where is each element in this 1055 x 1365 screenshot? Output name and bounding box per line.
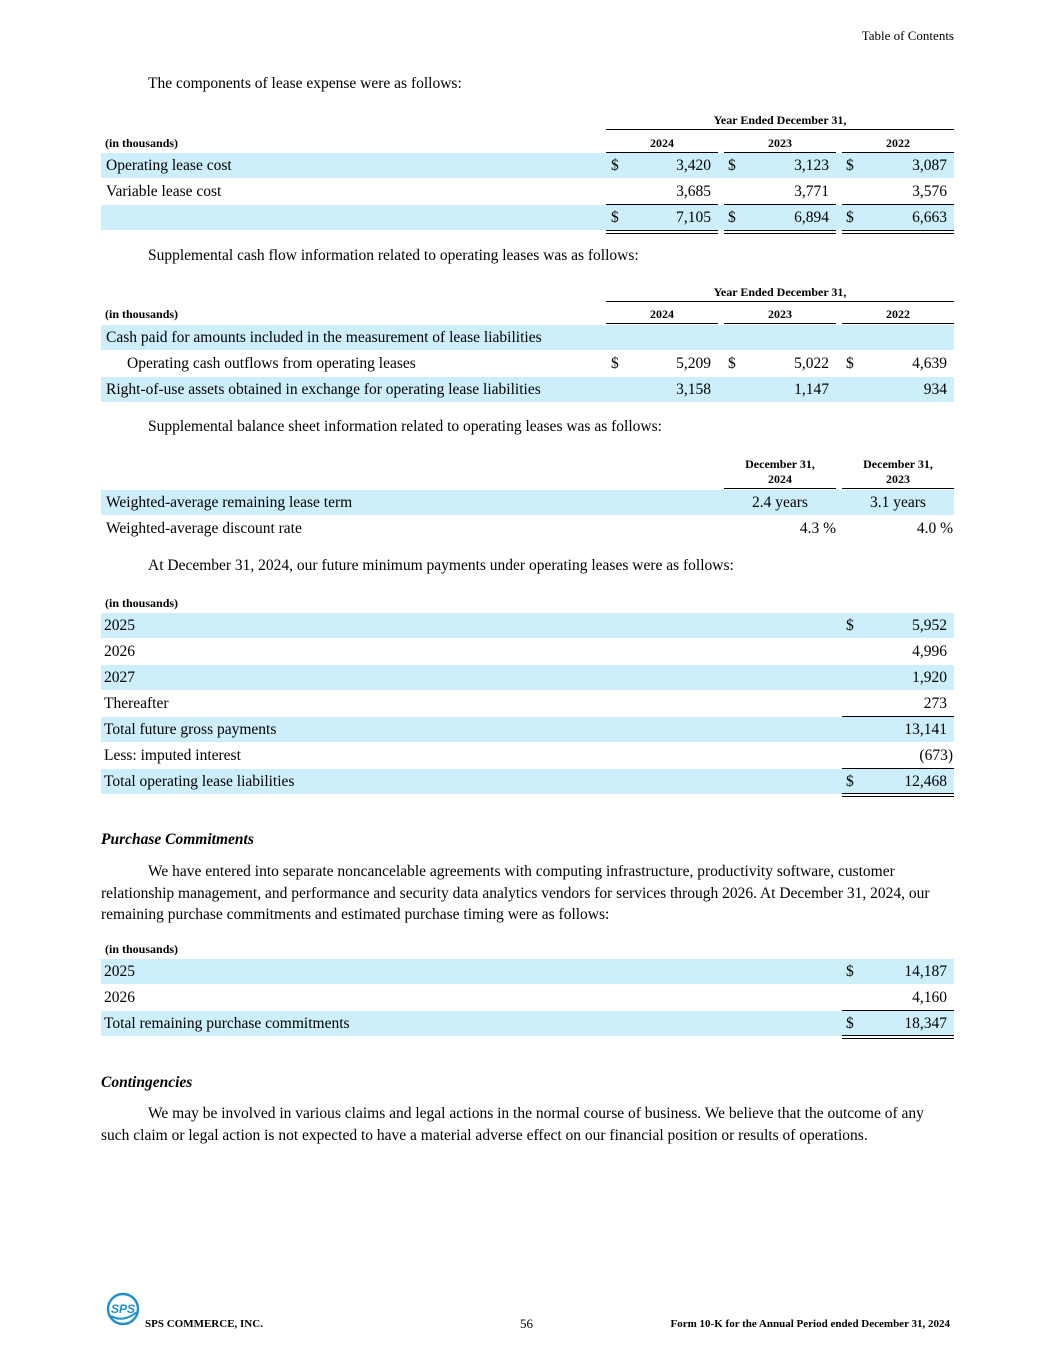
currency-symbol: $ [846,209,854,226]
value-2022: 4,639 [912,355,947,372]
purchase-unit-label: (in thousands) [105,942,179,956]
table-row [101,717,954,742]
header-underline [606,301,954,302]
total-double-rule [842,1035,954,1039]
table-row [101,516,954,541]
value-2024: 7,105 [676,209,711,226]
value-2024: 5,209 [676,355,711,372]
currency-symbol: $ [846,355,854,372]
value-2022: 3,576 [912,183,947,200]
lease-expense-period-header: Year Ended December 31, [713,113,847,127]
balance-sheet-col2-year: 2023 [886,472,910,486]
cash-flow-unit-label: (in thousands) [105,307,179,321]
table-row-total [101,205,954,230]
currency-symbol: $ [728,355,736,372]
value-2022: 3,087 [912,157,947,174]
value-2023: 3,771 [794,183,829,200]
cash-flow-year-2023: 2023 [768,307,792,321]
year-underline [842,323,954,324]
year-underline [606,323,718,324]
value-2024: 3,420 [676,157,711,174]
table-row [101,985,954,1010]
currency-symbol: $ [846,963,854,980]
lease-expense-unit-label: (in thousands) [105,136,179,150]
table-row [101,959,954,984]
row-value: 4,996 [912,643,947,660]
row-label: Operating cash outflows from operating leases [127,355,416,372]
table-row [101,613,954,638]
currency-symbol: $ [846,157,854,174]
row-label: Right-of-use assets obtained in exchange for operating lease liabilities [106,381,541,398]
purchase-commitments-title: Purchase Commitments [101,831,254,848]
balance-sheet-col2-header: December 31, [863,457,933,471]
year-underline [724,323,836,324]
sps-logo-icon [106,1292,142,1326]
value-2023: 4.0 % [916,520,953,537]
cash-flow-period-header: Year Ended December 31, [713,285,847,299]
contingencies-paragraph [101,1103,956,1146]
row-value: 18,347 [904,1015,947,1032]
row-label: Weighted-average remaining lease term [106,494,353,511]
value-2024: 2.4 years [752,494,808,511]
table-row-total [101,1011,954,1036]
currency-symbol: $ [846,1015,854,1032]
currency-symbol: $ [728,209,736,226]
year-underline [724,488,836,489]
value-2024: 4.3 % [799,520,836,537]
total-double-rule [724,230,836,234]
value-2023: 3,123 [794,157,829,174]
footer-company-name: SPS COMMERCE, INC. [145,1318,263,1330]
value-2023: 6,894 [794,209,829,226]
balance-sheet-intro: Supplemental balance sheet information related to operating leases was as follows: [148,418,662,435]
value-2024: 3,158 [676,381,711,398]
row-label: 2026 [104,989,135,1006]
contingencies-text: We may be involved in various claims and legal actions in the normal course of business. We believe that the outcome of any such claim or legal action is not expected to have a material adverse effect on our financial position or results of operations. [101,1105,924,1144]
future-payments-intro: At December 31, 2024, our future minimum payments under operating leases were as follows: [148,557,734,574]
table-row [101,490,954,515]
purchase-commitments-text: We have entered into separate noncancelable agreements with computing infrastructure, productivity software, customer relationship management, and performance and security data analytics vendors for services through 2026. At December 31, 2024, our remaining purchase commitments and estimated purchase timing were as follows: [101,863,930,923]
currency-symbol: $ [611,209,619,226]
value-2023: 3.1 years [870,494,926,511]
year-underline [842,488,954,489]
row-label: Variable lease cost [106,183,222,200]
table-row [101,179,954,204]
table-of-contents-link[interactable]: Table of Contents [861,28,954,43]
currency-symbol: $ [611,157,619,174]
row-label: Less: imputed interest [104,747,241,764]
contingencies-title: Contingencies [101,1074,193,1091]
row-label: 2025 [104,617,135,634]
row-label: Total future gross payments [104,721,277,738]
row-value: 5,952 [912,617,947,634]
total-double-rule [606,230,718,234]
cash-flow-year-2024: 2024 [650,307,674,321]
lease-expense-year-2022: 2022 [886,136,910,150]
total-double-rule [842,230,954,234]
row-label: Thereafter [104,695,169,712]
logo-text: SPS [110,1302,136,1316]
table-row-total [101,769,954,794]
row-label: 2026 [104,643,135,660]
row-value: 14,187 [904,963,947,980]
footer-form-text: Form 10-K for the Annual Period ended December 31, 2024 [670,1318,950,1330]
row-value: 12,468 [904,773,947,790]
purchase-commitments-paragraph [101,861,956,926]
value-2022: 934 [923,381,947,398]
row-label: 2025 [104,963,135,980]
table-row [101,665,954,690]
value-2023: 1,147 [794,381,829,398]
row-label: Total remaining purchase commitments [104,1015,350,1032]
cash-flow-year-2022: 2022 [886,307,910,321]
table-row [101,325,954,350]
row-label: Weighted-average discount rate [106,520,302,537]
row-label: Cash paid for amounts included in the measurement of lease liabilities [106,329,542,346]
currency-symbol: $ [728,157,736,174]
future-payments-unit-label: (in thousands) [105,596,179,610]
lease-expense-intro: The components of lease expense were as follows: [148,75,462,92]
balance-sheet-col1-year: 2024 [768,472,792,486]
row-label: Total operating lease liabilities [104,773,295,790]
row-value: (673) [919,747,953,764]
table-row [101,377,954,402]
row-value: 4,160 [912,989,947,1006]
row-value: 1,920 [912,669,947,686]
table-row [101,691,954,716]
lease-expense-year-2024: 2024 [650,136,674,150]
row-label: Operating lease cost [106,157,232,174]
row-value: 13,141 [904,721,947,738]
value-2024: 3,685 [676,183,711,200]
table-row [101,743,954,768]
total-double-rule [842,793,954,797]
currency-symbol: $ [846,617,854,634]
table-row [101,639,954,664]
row-value: 273 [923,695,947,712]
balance-sheet-col1-header: December 31, [745,457,815,471]
header-underline [606,129,954,130]
table-row [101,153,954,178]
value-2022: 6,663 [912,209,947,226]
lease-expense-year-2023: 2023 [768,136,792,150]
row-label: 2027 [104,669,135,686]
currency-symbol: $ [846,773,854,790]
table-row [101,351,954,376]
value-2023: 5,022 [794,355,829,372]
page-number: 56 [520,1316,533,1331]
currency-symbol: $ [611,355,619,372]
cash-flow-intro: Supplemental cash flow information related to operating leases was as follows: [148,247,639,264]
